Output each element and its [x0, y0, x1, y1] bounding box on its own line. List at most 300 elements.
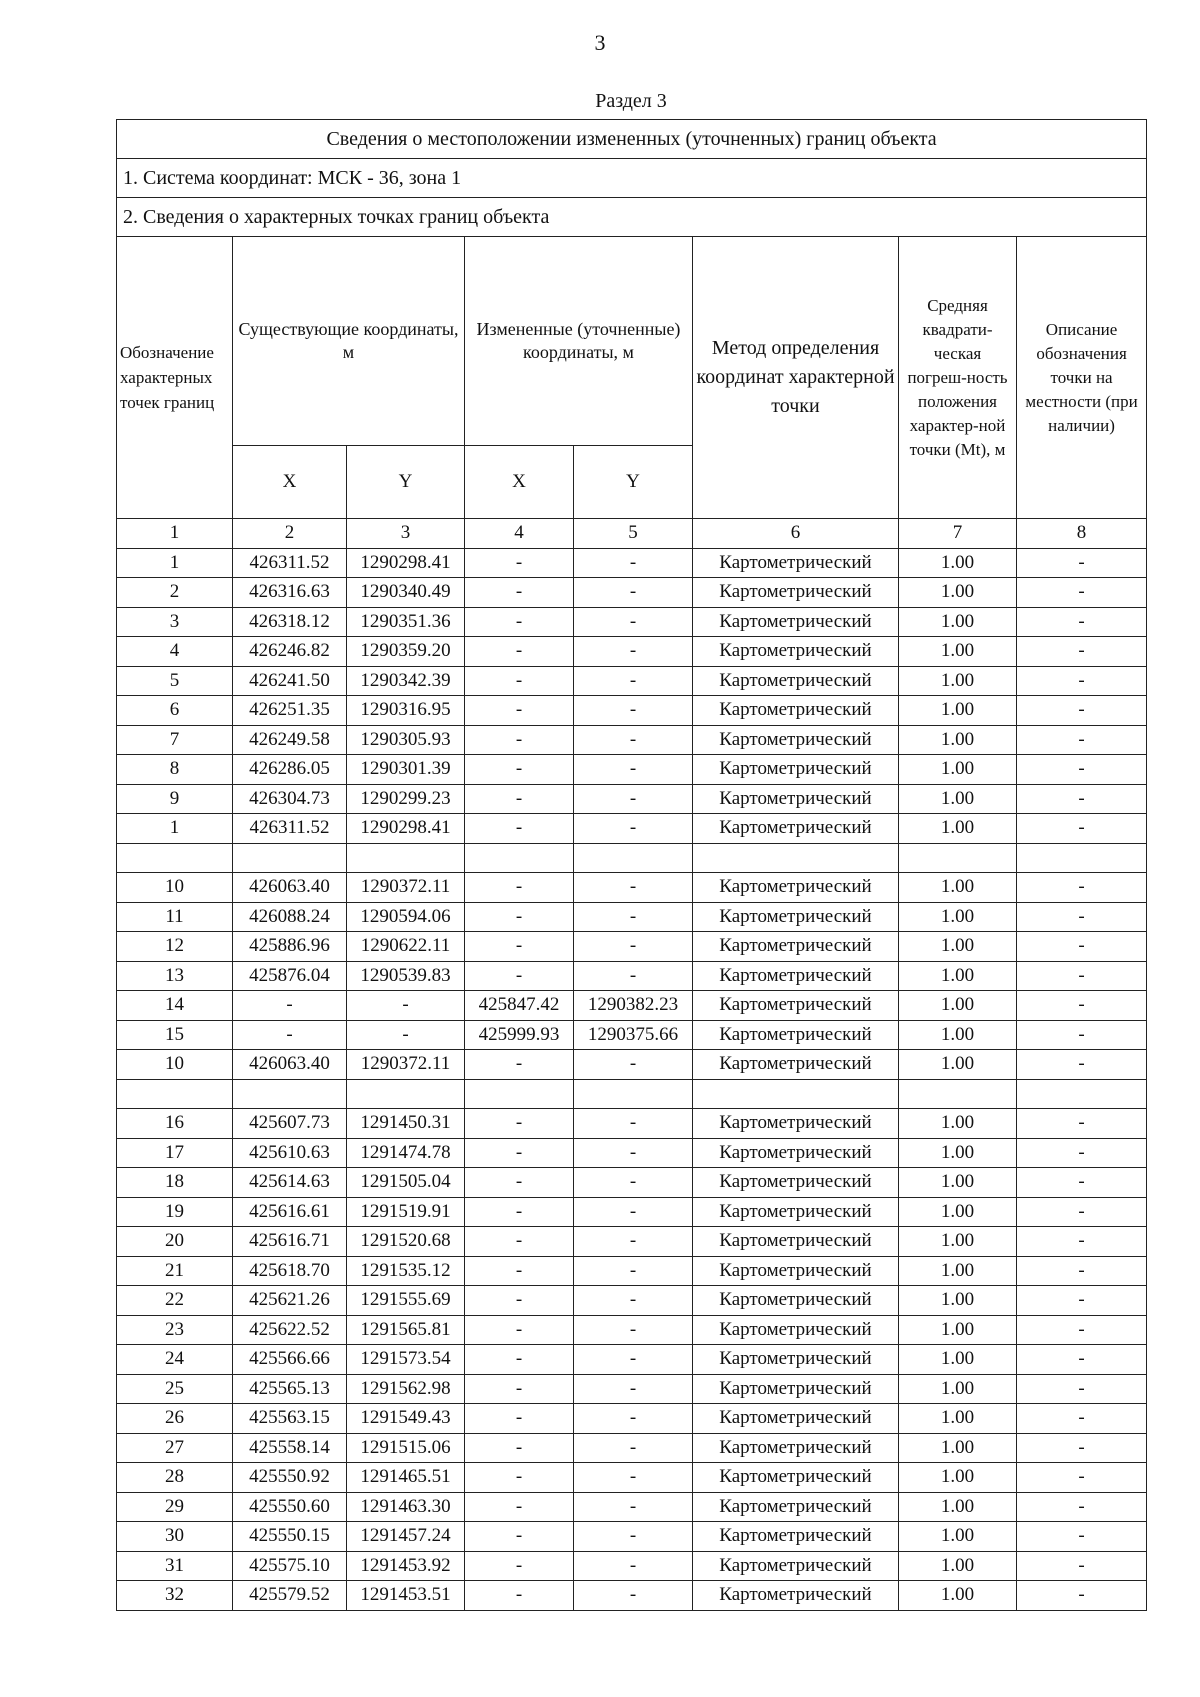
changed-y-cell: -: [574, 1522, 693, 1552]
changed-y-cell: -: [574, 1374, 693, 1404]
error-cell: 1.00: [899, 1020, 1017, 1050]
description-cell: -: [1017, 607, 1147, 637]
point-id-cell: 16: [117, 1109, 233, 1139]
changed-y-cell: -: [574, 548, 693, 578]
method-cell: Картометрический: [693, 1374, 899, 1404]
description-cell: -: [1017, 873, 1147, 903]
table-row: [117, 666, 1147, 696]
method-cell: Картометрический: [693, 548, 899, 578]
existing-x-cell: 426249.58: [233, 725, 347, 755]
existing-x-cell: 425610.63: [233, 1138, 347, 1168]
changed-x-cell: -: [465, 1551, 574, 1581]
error-cell: 1.00: [899, 637, 1017, 667]
existing-x-cell: 425618.70: [233, 1256, 347, 1286]
description-cell: -: [1017, 1433, 1147, 1463]
changed-x-cell: -: [465, 1109, 574, 1139]
column-number: 6: [693, 519, 899, 549]
method-cell: Картометрический: [693, 1138, 899, 1168]
point-id-cell: 23: [117, 1315, 233, 1345]
column-numbers-row: [117, 519, 1147, 549]
table-row: [117, 1581, 1147, 1611]
existing-x-cell: 425579.52: [233, 1581, 347, 1611]
header-changed-x: X: [465, 446, 574, 519]
existing-x-cell: 426318.12: [233, 607, 347, 637]
method-cell: Картометрический: [693, 1404, 899, 1434]
changed-y-cell: -: [574, 784, 693, 814]
existing-x-cell: 425616.71: [233, 1227, 347, 1257]
table-row: [117, 1138, 1147, 1168]
table-row: [117, 1404, 1147, 1434]
error-cell: 1.00: [899, 1227, 1017, 1257]
method-cell: Картометрический: [693, 607, 899, 637]
error-cell: 1.00: [899, 1197, 1017, 1227]
existing-y-cell: 1290372.11: [347, 873, 465, 903]
method-cell: Картометрический: [693, 755, 899, 785]
point-id-cell: 22: [117, 1286, 233, 1316]
existing-x-cell: [233, 1079, 347, 1109]
table-row: [117, 637, 1147, 667]
existing-x-cell: 425616.61: [233, 1197, 347, 1227]
changed-x-cell: -: [465, 1168, 574, 1198]
changed-x-cell: -: [465, 1050, 574, 1080]
changed-x-cell: -: [465, 696, 574, 726]
existing-y-cell: 1291465.51: [347, 1463, 465, 1493]
existing-y-cell: 1291450.31: [347, 1109, 465, 1139]
description-cell: -: [1017, 1286, 1147, 1316]
changed-x-cell: -: [465, 1404, 574, 1434]
description-cell: -: [1017, 1050, 1147, 1080]
error-cell: 1.00: [899, 548, 1017, 578]
method-cell: Картометрический: [693, 1581, 899, 1611]
method-cell: Картометрический: [693, 637, 899, 667]
error-cell: 1.00: [899, 784, 1017, 814]
table-row: [117, 1256, 1147, 1286]
existing-x-cell: [233, 843, 347, 873]
description-cell: -: [1017, 637, 1147, 667]
point-id-cell: 32: [117, 1581, 233, 1611]
existing-y-cell: 1290622.11: [347, 932, 465, 962]
existing-y-cell: 1290594.06: [347, 902, 465, 932]
table-row: [117, 991, 1147, 1021]
point-id-cell: 9: [117, 784, 233, 814]
existing-x-cell: 425566.66: [233, 1345, 347, 1375]
changed-y-cell: -: [574, 1050, 693, 1080]
error-cell: 1.00: [899, 1256, 1017, 1286]
changed-x-cell: -: [465, 1492, 574, 1522]
coordinate-system: 1. Система координат: МСК - 36, зона 1: [117, 159, 1147, 198]
method-cell: Картометрический: [693, 1286, 899, 1316]
table-row: [117, 1463, 1147, 1493]
error-cell: 1.00: [899, 1492, 1017, 1522]
table-row: [117, 1374, 1147, 1404]
changed-x-cell: [465, 1079, 574, 1109]
existing-x-cell: 425558.14: [233, 1433, 347, 1463]
table-row: [117, 1286, 1147, 1316]
point-id-cell: 15: [117, 1020, 233, 1050]
header-changed-y: Y: [574, 446, 693, 519]
existing-x-cell: 425550.60: [233, 1492, 347, 1522]
table-row: [117, 1168, 1147, 1198]
header-existing-y: Y: [347, 446, 465, 519]
table-row: [117, 1492, 1147, 1522]
changed-x-cell: -: [465, 814, 574, 844]
header-existing-x: X: [233, 446, 347, 519]
point-id-cell: 24: [117, 1345, 233, 1375]
description-cell: -: [1017, 961, 1147, 991]
error-cell: 1.00: [899, 1522, 1017, 1552]
existing-x-cell: 426063.40: [233, 873, 347, 903]
header-changed-coords: Измененные (уточненные) координаты, м: [465, 237, 693, 446]
changed-y-cell: -: [574, 1256, 693, 1286]
description-cell: -: [1017, 1227, 1147, 1257]
description-cell: -: [1017, 1138, 1147, 1168]
table-title: Сведения о местоположении измененных (уточненных) границ объекта: [117, 120, 1147, 159]
point-id-cell: [117, 1079, 233, 1109]
point-id-cell: 26: [117, 1404, 233, 1434]
changed-y-cell: -: [574, 932, 693, 962]
existing-y-cell: 1291573.54: [347, 1345, 465, 1375]
header-description: Описание обозначения точки на местности (при наличии): [1017, 237, 1147, 519]
changed-y-cell: 1290382.23: [574, 991, 693, 1021]
table-row: [117, 873, 1147, 903]
description-cell: -: [1017, 1463, 1147, 1493]
changed-x-cell: -: [465, 932, 574, 962]
description-cell: -: [1017, 725, 1147, 755]
table-row: [117, 755, 1147, 785]
changed-x-cell: -: [465, 548, 574, 578]
changed-x-cell: -: [465, 1227, 574, 1257]
changed-y-cell: -: [574, 578, 693, 608]
existing-x-cell: 425550.15: [233, 1522, 347, 1552]
table-row: [117, 1050, 1147, 1080]
changed-y-cell: -: [574, 1345, 693, 1375]
table-row: [117, 932, 1147, 962]
changed-y-cell: -: [574, 873, 693, 903]
existing-y-cell: 1290305.93: [347, 725, 465, 755]
description-cell: -: [1017, 1404, 1147, 1434]
description-cell: -: [1017, 1551, 1147, 1581]
table-row: [117, 902, 1147, 932]
existing-x-cell: 425563.15: [233, 1404, 347, 1434]
existing-x-cell: 426241.50: [233, 666, 347, 696]
point-id-cell: 2: [117, 578, 233, 608]
changed-y-cell: -: [574, 1581, 693, 1611]
error-cell: 1.00: [899, 725, 1017, 755]
method-cell: Картометрический: [693, 1050, 899, 1080]
existing-y-cell: 1290342.39: [347, 666, 465, 696]
error-cell: 1.00: [899, 1286, 1017, 1316]
table-row: [117, 1020, 1147, 1050]
method-cell: [693, 843, 899, 873]
existing-y-cell: 1291515.06: [347, 1433, 465, 1463]
description-cell: -: [1017, 755, 1147, 785]
existing-y-cell: [347, 843, 465, 873]
changed-x-cell: -: [465, 873, 574, 903]
table-row: [117, 1345, 1147, 1375]
point-id-cell: 17: [117, 1138, 233, 1168]
changed-y-cell: -: [574, 696, 693, 726]
changed-y-cell: -: [574, 1463, 693, 1493]
changed-y-cell: -: [574, 725, 693, 755]
existing-y-cell: 1290351.36: [347, 607, 465, 637]
error-cell: 1.00: [899, 1168, 1017, 1198]
table-row: [117, 1522, 1147, 1552]
changed-x-cell: -: [465, 1138, 574, 1168]
error-cell: 1.00: [899, 1433, 1017, 1463]
method-cell: Картометрический: [693, 784, 899, 814]
existing-x-cell: 425565.13: [233, 1374, 347, 1404]
existing-y-cell: 1290298.41: [347, 814, 465, 844]
error-cell: 1.00: [899, 1374, 1017, 1404]
table-row: [117, 607, 1147, 637]
changed-x-cell: -: [465, 725, 574, 755]
error-cell: 1.00: [899, 1109, 1017, 1139]
changed-y-cell: -: [574, 1433, 693, 1463]
separator-row: [117, 1079, 1147, 1109]
header-designation: Обозначение характерных точек границ: [117, 237, 233, 519]
point-id-cell: 11: [117, 902, 233, 932]
method-cell: Картометрический: [693, 1345, 899, 1375]
changed-x-cell: -: [465, 961, 574, 991]
existing-x-cell: 425614.63: [233, 1168, 347, 1198]
changed-x-cell: -: [465, 607, 574, 637]
existing-y-cell: 1291520.68: [347, 1227, 465, 1257]
method-cell: Картометрический: [693, 1197, 899, 1227]
error-cell: 1.00: [899, 873, 1017, 903]
method-cell: Картометрический: [693, 1256, 899, 1286]
method-cell: Картометрический: [693, 991, 899, 1021]
changed-y-cell: -: [574, 902, 693, 932]
description-cell: -: [1017, 1581, 1147, 1611]
changed-x-cell: [465, 843, 574, 873]
changed-y-cell: -: [574, 1286, 693, 1316]
column-number: 5: [574, 519, 693, 549]
existing-x-cell: 425550.92: [233, 1463, 347, 1493]
description-cell: -: [1017, 1197, 1147, 1227]
error-cell: 1.00: [899, 932, 1017, 962]
method-cell: Картометрический: [693, 1522, 899, 1552]
description-cell: -: [1017, 696, 1147, 726]
changed-y-cell: -: [574, 1404, 693, 1434]
changed-x-cell: -: [465, 1433, 574, 1463]
description-cell: -: [1017, 1109, 1147, 1139]
method-cell: Картометрический: [693, 1109, 899, 1139]
changed-y-cell: -: [574, 637, 693, 667]
existing-y-cell: 1291562.98: [347, 1374, 465, 1404]
table-row: [117, 814, 1147, 844]
error-cell: 1.00: [899, 1138, 1017, 1168]
point-id-cell: 1: [117, 814, 233, 844]
existing-y-cell: 1290299.23: [347, 784, 465, 814]
error-cell: 1.00: [899, 991, 1017, 1021]
method-cell: Картометрический: [693, 873, 899, 903]
description-cell: -: [1017, 1492, 1147, 1522]
changed-y-cell: -: [574, 1168, 693, 1198]
changed-y-cell: -: [574, 1197, 693, 1227]
column-number: 1: [117, 519, 233, 549]
method-cell: Картометрический: [693, 902, 899, 932]
column-number: 3: [347, 519, 465, 549]
existing-y-cell: 1291519.91: [347, 1197, 465, 1227]
existing-x-cell: 426316.63: [233, 578, 347, 608]
description-cell: -: [1017, 1315, 1147, 1345]
method-cell: Картометрический: [693, 666, 899, 696]
existing-x-cell: -: [233, 991, 347, 1021]
point-id-cell: 8: [117, 755, 233, 785]
description-cell: -: [1017, 784, 1147, 814]
error-cell: 1.00: [899, 1050, 1017, 1080]
point-id-cell: 10: [117, 1050, 233, 1080]
method-cell: Картометрический: [693, 1227, 899, 1257]
existing-y-cell: 1291505.04: [347, 1168, 465, 1198]
changed-x-cell: 425999.93: [465, 1020, 574, 1050]
changed-x-cell: -: [465, 784, 574, 814]
method-cell: [693, 1079, 899, 1109]
changed-x-cell: -: [465, 1374, 574, 1404]
changed-x-cell: -: [465, 1286, 574, 1316]
column-number: 2: [233, 519, 347, 549]
changed-x-cell: -: [465, 1197, 574, 1227]
existing-x-cell: 425607.73: [233, 1109, 347, 1139]
point-id-cell: 7: [117, 725, 233, 755]
point-id-cell: 28: [117, 1463, 233, 1493]
column-number: 7: [899, 519, 1017, 549]
existing-x-cell: 425886.96: [233, 932, 347, 962]
point-id-cell: 30: [117, 1522, 233, 1552]
error-cell: 1.00: [899, 578, 1017, 608]
existing-x-cell: 426311.52: [233, 814, 347, 844]
description-cell: -: [1017, 666, 1147, 696]
existing-x-cell: 426311.52: [233, 548, 347, 578]
boundary-points-table: [116, 119, 1147, 1611]
table-row: [117, 725, 1147, 755]
header-method: Метод определения координат характерной точки: [693, 237, 899, 519]
table-row: [117, 1109, 1147, 1139]
changed-y-cell: -: [574, 961, 693, 991]
existing-y-cell: 1291463.30: [347, 1492, 465, 1522]
existing-x-cell: 426304.73: [233, 784, 347, 814]
existing-y-cell: 1291453.92: [347, 1551, 465, 1581]
existing-x-cell: 425621.26: [233, 1286, 347, 1316]
error-cell: 1.00: [899, 1463, 1017, 1493]
existing-x-cell: 425622.52: [233, 1315, 347, 1345]
changed-x-cell: -: [465, 637, 574, 667]
existing-y-cell: 1290372.11: [347, 1050, 465, 1080]
existing-y-cell: 1291555.69: [347, 1286, 465, 1316]
description-cell: [1017, 1079, 1147, 1109]
description-cell: -: [1017, 991, 1147, 1021]
existing-y-cell: 1291549.43: [347, 1404, 465, 1434]
description-cell: -: [1017, 1345, 1147, 1375]
existing-x-cell: 426063.40: [233, 1050, 347, 1080]
point-id-cell: 1: [117, 548, 233, 578]
error-cell: 1.00: [899, 1404, 1017, 1434]
error-cell: [899, 1079, 1017, 1109]
column-number: 4: [465, 519, 574, 549]
error-cell: 1.00: [899, 1315, 1017, 1345]
changed-y-cell: [574, 843, 693, 873]
existing-y-cell: 1291535.12: [347, 1256, 465, 1286]
point-id-cell: 27: [117, 1433, 233, 1463]
existing-y-cell: 1291457.24: [347, 1522, 465, 1552]
column-number: 8: [1017, 519, 1147, 549]
changed-y-cell: -: [574, 666, 693, 696]
point-id-cell: 25: [117, 1374, 233, 1404]
error-cell: 1.00: [899, 961, 1017, 991]
error-cell: 1.00: [899, 1551, 1017, 1581]
point-id-cell: 5: [117, 666, 233, 696]
point-id-cell: 3: [117, 607, 233, 637]
error-cell: 1.00: [899, 814, 1017, 844]
point-id-cell: 20: [117, 1227, 233, 1257]
table-row: [117, 1551, 1147, 1581]
changed-x-cell: -: [465, 1522, 574, 1552]
point-id-cell: 21: [117, 1256, 233, 1286]
description-cell: -: [1017, 932, 1147, 962]
method-cell: Картометрический: [693, 1315, 899, 1345]
changed-y-cell: -: [574, 1138, 693, 1168]
existing-y-cell: 1290316.95: [347, 696, 465, 726]
error-cell: 1.00: [899, 1581, 1017, 1611]
header-error: Средняя квадрати-ческая погреш-ность положения характер-ной точки (Mt), м: [899, 237, 1017, 519]
table-row: [117, 1433, 1147, 1463]
method-cell: Картометрический: [693, 1463, 899, 1493]
existing-x-cell: 426088.24: [233, 902, 347, 932]
error-cell: 1.00: [899, 607, 1017, 637]
description-cell: -: [1017, 814, 1147, 844]
existing-y-cell: -: [347, 1020, 465, 1050]
existing-x-cell: 425575.10: [233, 1551, 347, 1581]
method-cell: Картометрический: [693, 725, 899, 755]
error-cell: 1.00: [899, 666, 1017, 696]
error-cell: 1.00: [899, 696, 1017, 726]
method-cell: Картометрический: [693, 814, 899, 844]
existing-y-cell: 1290359.20: [347, 637, 465, 667]
description-cell: [1017, 843, 1147, 873]
changed-y-cell: -: [574, 607, 693, 637]
description-cell: -: [1017, 548, 1147, 578]
point-id-cell: 14: [117, 991, 233, 1021]
existing-x-cell: 426251.35: [233, 696, 347, 726]
point-id-cell: 12: [117, 932, 233, 962]
changed-y-cell: -: [574, 1109, 693, 1139]
changed-y-cell: -: [574, 1227, 693, 1257]
point-id-cell: 18: [117, 1168, 233, 1198]
changed-x-cell: -: [465, 1463, 574, 1493]
table-subtitle: 2. Сведения о характерных точках границ объекта: [117, 198, 1147, 237]
point-id-cell: 4: [117, 637, 233, 667]
header-existing-coords: Существующие координаты, м: [233, 237, 465, 446]
existing-y-cell: 1290298.41: [347, 548, 465, 578]
description-cell: -: [1017, 1374, 1147, 1404]
table-row: [117, 1227, 1147, 1257]
point-id-cell: 6: [117, 696, 233, 726]
changed-y-cell: -: [574, 814, 693, 844]
existing-y-cell: 1291565.81: [347, 1315, 465, 1345]
existing-y-cell: 1290539.83: [347, 961, 465, 991]
changed-x-cell: -: [465, 902, 574, 932]
table-row: [117, 696, 1147, 726]
method-cell: Картометрический: [693, 1551, 899, 1581]
error-cell: 1.00: [899, 1345, 1017, 1375]
method-cell: Картометрический: [693, 578, 899, 608]
error-cell: 1.00: [899, 902, 1017, 932]
method-cell: Картометрический: [693, 1433, 899, 1463]
changed-x-cell: 425847.42: [465, 991, 574, 1021]
changed-y-cell: -: [574, 1315, 693, 1345]
changed-x-cell: -: [465, 1315, 574, 1345]
error-cell: [899, 843, 1017, 873]
